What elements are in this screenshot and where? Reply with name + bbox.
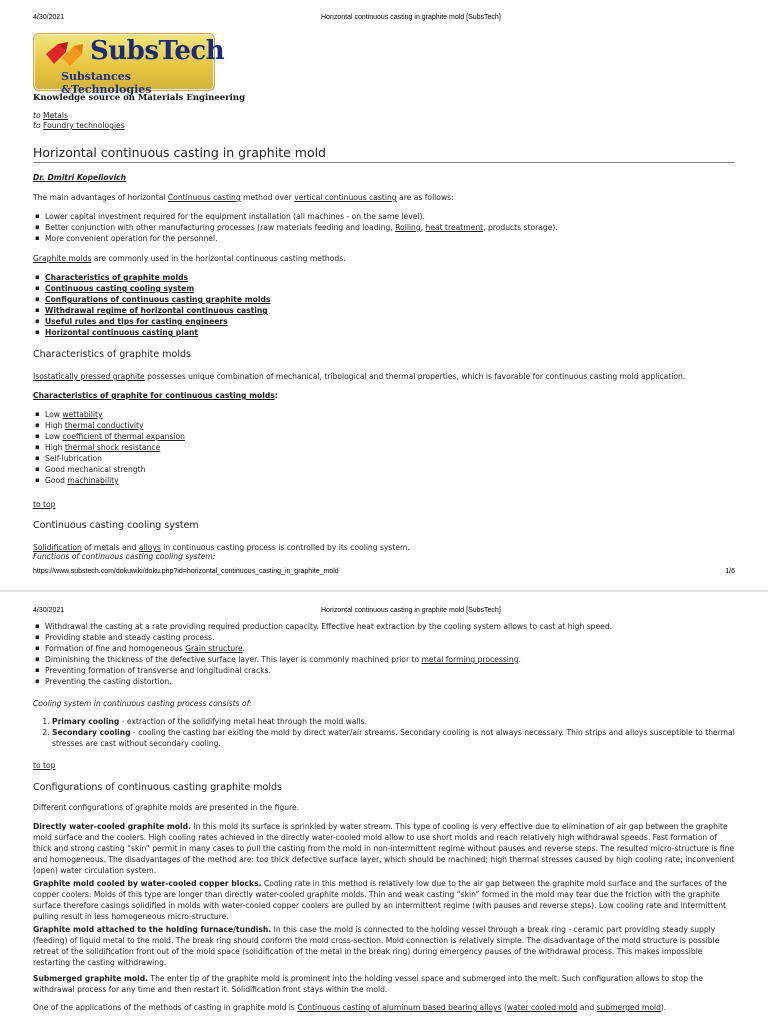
section-heading-characteristics: Characteristics of graphite molds — [33, 349, 191, 360]
cooling-consists-label: Cooling system in continuous casting process consists of: — [33, 699, 252, 708]
link-grain-structure[interactable]: Grain structure — [185, 644, 243, 653]
paragraph-text: One of the applications of the methods of casting in graphite mold is — [33, 1003, 298, 1012]
list-item: ▪ Providing stable and steady casting process. — [45, 632, 735, 643]
link-continuous-casting[interactable]: Continuous casting — [167, 193, 241, 202]
intro-text: are as follows: — [396, 193, 454, 202]
list-item — [45, 409, 735, 420]
link-metal-forming[interactable]: metal forming processing — [421, 655, 519, 664]
to-top-link[interactable]: to top — [33, 500, 56, 509]
author-link[interactable]: Dr. Dmitri Kopeliovich — [33, 173, 127, 182]
item-term: Secondary cooling — [52, 728, 131, 737]
section-heading-cooling: Continuous casting cooling system — [33, 520, 199, 531]
graphite-molds-paragraph — [33, 253, 735, 264]
item-text: . — [518, 655, 521, 664]
substech-logo[interactable] — [33, 33, 225, 96]
to-top-line — [33, 499, 735, 510]
link-thermal-conductivity[interactable]: thermal conductivity — [64, 421, 144, 430]
link-wettability[interactable]: wettability — [62, 410, 103, 419]
paragraph-text: of metals and — [81, 543, 139, 552]
config-term: Graphite mold cooled by water-cooled copper blocks. — [33, 879, 262, 888]
configurations-intro: Different configurations of graphite molds are presented in the figure. — [33, 803, 300, 812]
list-item — [52, 727, 735, 749]
print-date: 4/30/2021 — [33, 14, 65, 21]
pdf-page-2 — [0, 592, 768, 1024]
intro-text: The main advantages of horizontal — [33, 193, 168, 202]
config-term: Graphite mold attached to the holding furnace/tundish. — [33, 925, 272, 934]
item-text: High — [45, 443, 65, 452]
item-text: . — [242, 644, 246, 653]
table-of-contents — [0, 272, 735, 338]
logo-brand: SubsTech — [90, 36, 225, 66]
link-thermal-shock[interactable]: thermal shock resistance — [64, 443, 161, 452]
list-item: ▪ Preventing formation of transverse and longitudinal cracks. — [45, 665, 735, 676]
list-item — [45, 431, 735, 442]
item-text: High — [45, 421, 65, 430]
toc-item — [45, 316, 735, 327]
config-text: In this mold its surface is sprinkled by water stream. This type of cooling is very effective due to elimination of air gap between the graphite mold surface and the coolers. High cooling rates achieved in the directly water-cooled mold allow to use short molds and reach relatively high withdrawal speeds. Fast formation of thick and strong casting “skin” permit in many cases to pull the casting from the mold in non-intermittent regime without pauses and reverse steps. The resulted micro-structure is fine and homogeneous. The disadvantages of the method are: too thick defective surface layer, which should be machined; high thermal stresses caused by high cooling rate; inconvenient (open) water circulation system. — [33, 822, 735, 875]
toc-link-characteristics[interactable]: Characteristics of graphite molds — [45, 273, 189, 282]
link-alloys[interactable]: alloys — [138, 543, 161, 552]
list-item — [45, 643, 735, 654]
crumb-link-foundry[interactable]: Foundry technologies — [43, 121, 125, 130]
list-item — [45, 475, 735, 486]
to-top-link[interactable]: to top — [33, 761, 56, 770]
intro-text: method over — [240, 193, 295, 202]
item-text: Good — [45, 476, 68, 485]
characteristics-subheading — [33, 390, 735, 401]
list-item — [52, 716, 735, 727]
link-graphite-molds[interactable]: Graphite molds — [33, 254, 92, 263]
toc-link-plant[interactable]: Horizontal continuous casting plant — [45, 328, 198, 337]
item-text: Low — [45, 432, 63, 441]
config-paragraph-copper — [33, 878, 735, 922]
link-isostatically-pressed-graphite[interactable]: Isostatically pressed graphite — [33, 372, 145, 381]
paragraph-text: are commonly used in the horizontal continuous casting methods. — [91, 254, 346, 263]
list-item — [45, 222, 735, 233]
toc-item — [45, 305, 735, 316]
paragraph-text: possesses unique combination of mechanical, tribological and thermal properties, which is favorable for continuous casting mold application. — [144, 372, 686, 381]
item-text: Formation of fine and homogeneous — [45, 644, 186, 653]
config-text: The enter tip of the graphite mold is prominent into the holding vessel space and submerged into the melt. Such configuration allows to stop the withdrawal process for any time and then restart it. Solidification front stays within the mold. — [33, 974, 703, 994]
toc-item — [45, 294, 735, 305]
paragraph-text: ( — [501, 1003, 507, 1012]
item-text: , products storage). — [483, 223, 558, 232]
link-water-cooled-mold[interactable]: water cooled mold — [506, 1003, 578, 1012]
toc-link-withdrawal[interactable]: Withdrawal regime of horizontal continuous casting — [45, 306, 268, 315]
config-term: Directly water-cooled graphite mold. — [33, 822, 191, 831]
item-text: Better conjunction with other manufacturing processes (raw materials feeding and loading, — [45, 223, 396, 232]
list-item: ▪ Lower capital investment required for the equipment installation (all machines - on the same level). — [45, 211, 735, 222]
link-heat-treatment[interactable]: heat treatment — [425, 223, 484, 232]
config-paragraph-attached — [33, 924, 735, 968]
author-line — [33, 172, 735, 183]
applications-paragraph — [33, 1002, 735, 1013]
paragraph-text: and — [577, 1003, 597, 1012]
list-item — [45, 420, 735, 431]
list-item: ▪ Preventing the casting distortion. — [45, 676, 735, 687]
toc-link-rules-tips[interactable]: Useful rules and tips for casting engineers — [45, 317, 228, 326]
crumb-link-metals[interactable]: Metals — [43, 111, 68, 120]
paragraph-text: ). — [660, 1003, 667, 1012]
cooling-functions-label: Functions of continuous casting cooling system: — [33, 552, 216, 561]
intro-paragraph — [33, 192, 735, 203]
breadcrumb — [33, 111, 125, 131]
subheading-colon: : — [274, 391, 278, 400]
toc-item — [45, 272, 735, 283]
config-paragraph-direct — [33, 821, 735, 876]
to-top-line — [33, 760, 735, 771]
link-submerged-mold[interactable]: submerged mold — [596, 1003, 661, 1012]
config-text: In this case the mold is connected to the holding vessel through a break ring - ceramic part providing steady supply (feeding) of liquid metal to the mold. The break ring should conform the mold cross-section. Mold connection is relatively simple. The disadvantage of the mold structure is possible retreat of the solidification front out of the mold space (solidification of the metal in the break ring) during emergency pauses of the withdrawal process. This makes impossible restarting the casting withdrawing. — [33, 925, 720, 967]
link-characteristics-graphite[interactable]: Characteristics of graphite for continuous casting molds — [33, 391, 275, 400]
crumb-prefix: to — [33, 121, 41, 130]
link-solidification[interactable]: Solidification — [33, 543, 82, 552]
item-term: Primary cooling — [52, 717, 120, 726]
paragraph-text: in continuous casting process is controlled by its cooling system. — [160, 543, 410, 552]
list-item: ▪ Self-lubrication — [45, 453, 735, 464]
config-term: Submerged graphite mold. — [33, 974, 149, 983]
page-title: Horizontal continuous casting in graphite mold — [33, 145, 735, 163]
list-item — [45, 654, 735, 665]
link-thermal-expansion[interactable]: coefficient of thermal expansion — [62, 432, 185, 441]
section-heading-configurations: Configurations of continuous casting graphite molds — [33, 782, 282, 793]
print-url: https://www.substech.com/dokuwiki/doku.php?id=horizontal_continuous_casting_in_graphite_mold — [33, 568, 339, 575]
link-rolling[interactable]: Rolling — [395, 223, 421, 232]
config-paragraph-submerged — [33, 973, 735, 995]
crumb-prefix: to — [33, 111, 41, 120]
item-text: Low — [45, 410, 63, 419]
item-text: , — [420, 223, 426, 232]
cooling-types-list — [0, 716, 735, 749]
print-title: Horizontal continuous casting in graphite mold [SubsTech] — [321, 607, 501, 614]
item-text: - cooling the casting bar exiting the mold by direct water/air streams. Secondary cooling is not always necessary. Thin strips and alloys susceptible to thermal stresses are cast without secondary cooling. — [52, 728, 735, 748]
list-item — [45, 442, 735, 453]
link-machinability[interactable]: machinability — [67, 476, 119, 485]
list-item: ▪ Good mechanical strength — [45, 464, 735, 475]
characteristics-list — [0, 409, 735, 486]
config-text: Cooling rate in this method is relatively low due to the air gap between the graphite mold surface and the surfaces of the copper coolers. Molds of this type are longer than directly water-cooled graphite molds. Thin and weak casting “skin” formed in the mold may tear due the friction with the graphite surface therefore casings solidified in molds with water-cooled copper coolers are pulled by an intermittent regime (with pauses and reverse steps). Low cooling rate and intermittent pulling result in less homogeneous micro-structure. — [33, 879, 727, 921]
toc-item — [45, 283, 735, 294]
link-aluminum-bearing-alloys[interactable]: Continuous casting of aluminum based bearing alloys — [297, 1003, 502, 1012]
list-item: ▪ More convenient operation for the personnel. — [45, 233, 735, 244]
functions-list — [0, 621, 735, 687]
item-text: - extraction of the solidifying metal heat through the mold walls. — [119, 717, 368, 726]
logo-cubes-icon — [44, 40, 84, 68]
toc-item — [45, 327, 735, 338]
characteristics-paragraph — [33, 371, 735, 382]
advantages-list — [0, 211, 735, 244]
toc-link-cooling-system[interactable]: Continuous casting cooling system — [45, 284, 195, 293]
print-page-number: 1/6 — [725, 568, 735, 575]
print-title: Horizontal continuous casting in graphite mold [SubsTech] — [321, 14, 501, 21]
item-text: Diminishing the thickness of the defective surface layer. This layer is commonly machined prior to — [45, 655, 422, 664]
list-item: ▪ Withdrawal the casting at a rate providing required production capacity. Effective heat extraction by the cooling system allows to cast at high speed. — [45, 621, 735, 632]
toc-link-configurations[interactable]: Configurations of continuous casting graphite molds — [45, 295, 271, 304]
link-vertical-continuous-casting[interactable]: vertical continuous casting — [294, 193, 397, 202]
print-date: 4/30/2021 — [33, 607, 65, 614]
logo-subtitle: Substances &Technologies — [61, 70, 152, 96]
tagline: Knowledge source on Materials Engineering — [33, 93, 246, 103]
